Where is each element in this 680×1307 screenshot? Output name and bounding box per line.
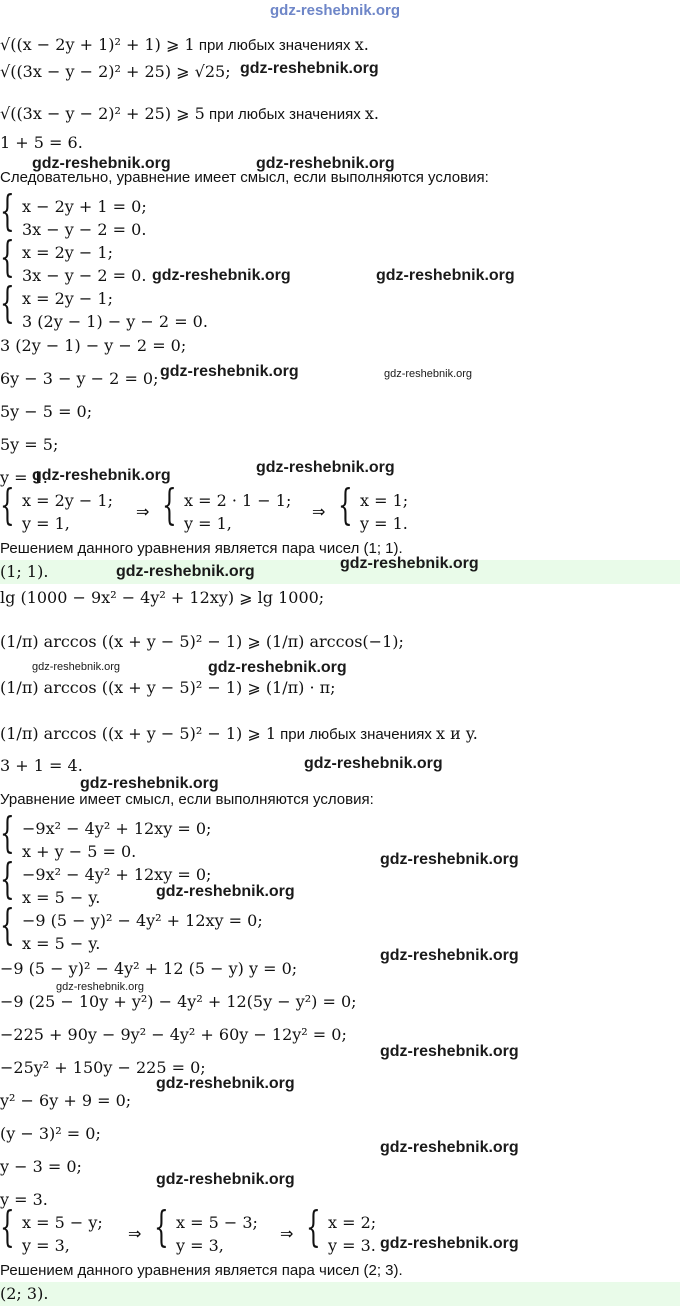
system-row: 3 (2y − 1) − y − 2 = 0. bbox=[22, 312, 208, 331]
watermark: gdz-reshebnik.org bbox=[380, 1235, 519, 1252]
system-row: x = 1; bbox=[360, 491, 409, 510]
sum-line: 1 + 5 = 6. bbox=[0, 133, 83, 152]
system-row: y = 3. bbox=[328, 1236, 376, 1255]
condition-text: Следовательно, уравнение имеет смысл, если выполняются условия: bbox=[0, 169, 489, 186]
watermark: gdz-reshebnik.org bbox=[152, 267, 291, 284]
watermark: gdz-reshebnik.org bbox=[32, 155, 171, 172]
watermark: gdz-reshebnik.org bbox=[116, 563, 255, 580]
equation-step: y² − 6y + 9 = 0; bbox=[0, 1091, 132, 1110]
watermark: gdz-reshebnik.org bbox=[80, 775, 219, 792]
inequality-arccos-1: (1/π) arccos ((x + y − 5)² − 1) ⩾ (1/π) arccos(−1); bbox=[0, 632, 404, 651]
system-row: y = 1. bbox=[360, 514, 408, 533]
brace: { bbox=[0, 232, 15, 281]
equation-step: (y − 3)² = 0; bbox=[0, 1124, 101, 1143]
watermark: gdz-reshebnik.org bbox=[32, 661, 121, 673]
system-row: y = 3, bbox=[22, 1236, 70, 1255]
equation-step: y = 1. bbox=[0, 468, 48, 487]
equation-step: y = 3. bbox=[0, 1190, 48, 1209]
watermark: gdz-reshebnik.org bbox=[32, 467, 171, 484]
equation-step: y − 3 = 0; bbox=[0, 1157, 82, 1176]
system-row: −9x² − 4y² + 12xy = 0; bbox=[22, 819, 212, 838]
system-row: x = 5 − y. bbox=[22, 934, 101, 953]
brace: { bbox=[0, 808, 15, 857]
system-row: x + y − 5 = 0. bbox=[22, 842, 137, 861]
sum-line: 3 + 1 = 4. bbox=[0, 756, 83, 775]
solution-text: Решением данного уравнения является пара чисел (2; 3). bbox=[0, 1262, 403, 1279]
watermark: gdz-reshebnik.org bbox=[56, 981, 145, 993]
system-row: 3x − y − 2 = 0. bbox=[22, 220, 147, 239]
watermark: gdz-reshebnik.org bbox=[380, 1043, 519, 1060]
inequality-lg: lg (1000 − 9x² − 4y² + 12xy) ⩾ lg 1000; bbox=[0, 588, 325, 607]
system-row: x = 5 − 3; bbox=[176, 1213, 258, 1232]
inequality-arccos-2: (1/π) arccos ((x + y − 5)² − 1) ⩾ (1/π) · π; bbox=[0, 678, 336, 697]
implies-arrow: ⇒ bbox=[280, 1224, 294, 1243]
implies-arrow: ⇒ bbox=[136, 502, 150, 521]
watermark: gdz-reshebnik.org bbox=[156, 883, 295, 900]
watermark: gdz-reshebnik.org bbox=[156, 1171, 295, 1188]
watermark: gdz-reshebnik.org bbox=[256, 155, 395, 172]
watermark: gdz-reshebnik.org bbox=[340, 555, 479, 572]
brace: { bbox=[338, 480, 353, 529]
watermark: gdz-reshebnik.org bbox=[380, 1139, 519, 1156]
equation-step: 5y − 5 = 0; bbox=[0, 402, 93, 421]
equation-step: 3 (2y − 1) − y − 2 = 0; bbox=[0, 336, 187, 355]
answer-value: (1; 1). bbox=[0, 562, 49, 581]
brace: { bbox=[154, 1202, 169, 1251]
watermark: gdz-reshebnik.org bbox=[380, 947, 519, 964]
equation-step: −225 + 90y − 9y² − 4y² + 60y − 12y² = 0; bbox=[0, 1025, 347, 1044]
inequality-2: √((3x − y − 2)² + 25) ⩾ √25; bbox=[0, 62, 231, 81]
system-row: y = 1, bbox=[22, 514, 70, 533]
system-row: x = 5 − y. bbox=[22, 888, 101, 907]
system-row: x = 2y − 1; bbox=[22, 243, 113, 262]
equation-step: 6y − 3 − y − 2 = 0; bbox=[0, 369, 159, 388]
system-row: y = 3, bbox=[176, 1236, 224, 1255]
equation-step: −25y² + 150y − 225 = 0; bbox=[0, 1058, 206, 1077]
brace: { bbox=[0, 480, 15, 529]
watermark: gdz-reshebnik.org bbox=[256, 459, 395, 476]
inequality-3: √((3x − y − 2)² + 25) ⩾ 5 при любых значениях x. bbox=[0, 104, 379, 123]
watermark: gdz-reshebnik.org bbox=[156, 1075, 295, 1092]
watermark: gdz-reshebnik.org bbox=[376, 267, 515, 284]
system-row: x = 2y − 1; bbox=[22, 491, 113, 510]
brace: { bbox=[162, 480, 177, 529]
watermark: gdz-reshebnik.org bbox=[240, 60, 379, 77]
brace: { bbox=[0, 278, 15, 327]
watermark: gdz-reshebnik.org bbox=[380, 851, 519, 868]
equation-step: 5y = 5; bbox=[0, 435, 59, 454]
inequality-arccos-3: (1/π) arccos ((x + y − 5)² − 1) ⩾ 1 при любых значениях x и y. bbox=[0, 724, 478, 743]
answer-box bbox=[0, 1282, 680, 1306]
implies-arrow: ⇒ bbox=[128, 1224, 142, 1243]
brace: { bbox=[0, 186, 15, 235]
system-row: x = 2; bbox=[328, 1213, 377, 1232]
watermark: gdz-reshebnik.org bbox=[304, 755, 443, 772]
watermark: gdz-reshebnik.org bbox=[384, 368, 473, 380]
equation-step: −9 (25 − 10y + y²) − 4y² + 12(5y − y²) = 0; bbox=[0, 992, 357, 1011]
system-row: −9x² − 4y² + 12xy = 0; bbox=[22, 865, 212, 884]
inequality-1: √((x − 2y + 1)² + 1) ⩾ 1 при любых значениях x. bbox=[0, 35, 369, 54]
system-row: x = 2y − 1; bbox=[22, 289, 113, 308]
system-row: x = 2 · 1 − 1; bbox=[184, 491, 292, 510]
implies-arrow: ⇒ bbox=[312, 502, 326, 521]
system-row: x − 2y + 1 = 0; bbox=[22, 197, 147, 216]
condition-text: Уравнение имеет смысл, если выполняются условия: bbox=[0, 791, 374, 808]
system-row: y = 1, bbox=[184, 514, 232, 533]
brace: { bbox=[306, 1202, 321, 1251]
watermark: gdz-reshebnik.org bbox=[270, 2, 401, 19]
solution-text: Решением данного уравнения является пара чисел (1; 1). bbox=[0, 540, 403, 557]
watermark: gdz-reshebnik.org bbox=[160, 363, 299, 380]
system-row: −9 (5 − y)² − 4y² + 12xy = 0; bbox=[22, 911, 263, 930]
watermark: gdz-reshebnik.org bbox=[208, 659, 347, 676]
system-row: x = 5 − y; bbox=[22, 1213, 103, 1232]
brace: { bbox=[0, 854, 15, 903]
system-row: 3x − y − 2 = 0. bbox=[22, 266, 147, 285]
equation-step: −9 (5 − y)² − 4y² + 12 (5 − y) y = 0; bbox=[0, 959, 298, 978]
answer-value: (2; 3). bbox=[0, 1284, 49, 1303]
brace: { bbox=[0, 1202, 15, 1251]
brace: { bbox=[0, 900, 15, 949]
